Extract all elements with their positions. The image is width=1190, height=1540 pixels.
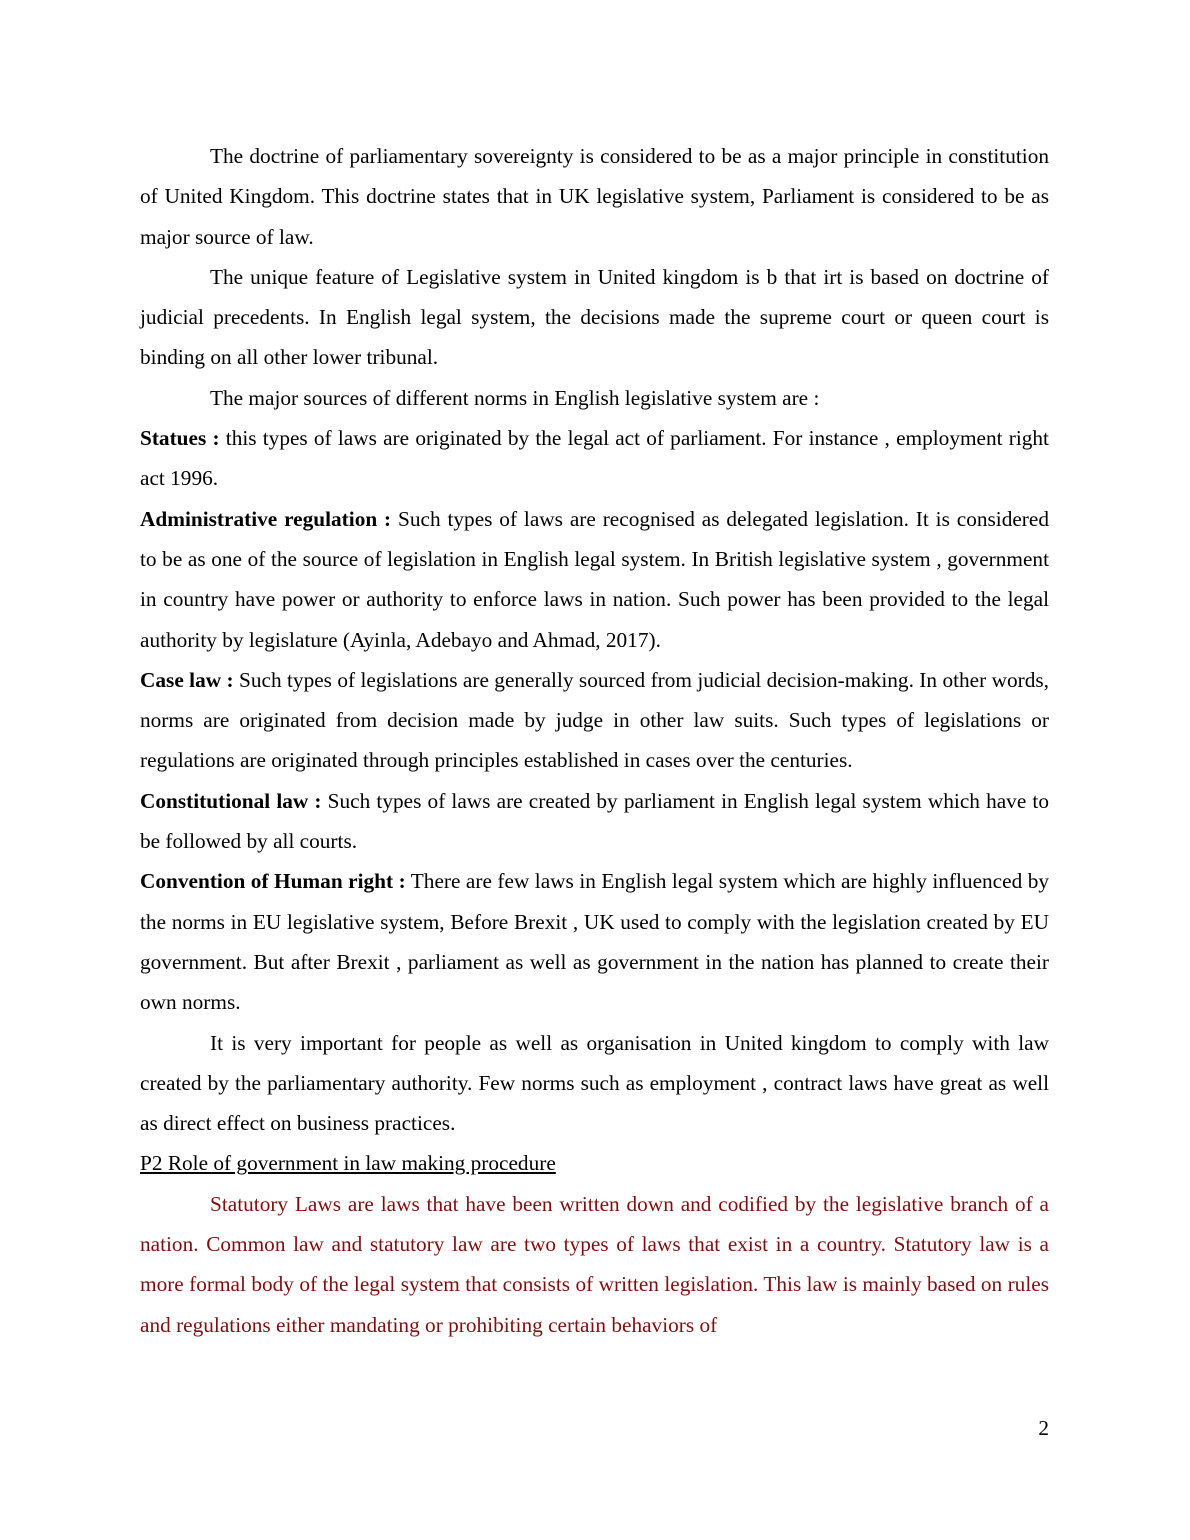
section-heading: P2 Role of government in law making procedure (140, 1151, 556, 1176)
paragraph: The major sources of different norms in English legislative system are : (210, 385, 820, 410)
source-item-convention-human-right: Convention of Human right : There are few laws in English legal system which are highly influenced by the norms in EU legislative system, Before Brexit , UK used to comply with the legislation created by EU government. But after Brexit , parliament as well as government in the nation has planned to create their own norms. (140, 869, 1050, 1015)
section-paragraph: Statutory Laws are laws that have been written down and codified by the legislative branch of a nation. Common law and statutory law are two types of laws that exist in a country. Statutory law is a more formal body of the legal system that consists of written legislation. This law is mainly based on rules and regulations either mandating or prohibiting certain behaviors of (140, 1191, 1049, 1337)
source-item-constitutional-law: Constitutional law : Such types of laws are created by parliament in English legal system which have to be followed by all courts. (140, 788, 1049, 854)
paragraph: The doctrine of parliamentary sovereignty is considered to be as a major principle in constitution of United Kingdom. This doctrine states that in UK legislative system, Parliament is considered to be as major source of law. (140, 144, 1049, 249)
source-item-case-law: Case law : Such types of legislations are generally sourced from judicial decision-making. In other words, norms are originated from decision made by judge in other law suits. Such types of legislations or regulations are originated through principles established in cases over the centuries. (140, 667, 1049, 773)
source-item-statues: Statues : this types of laws are originated by the legal act of parliament. For instance , employment right act 1996. (140, 426, 1049, 491)
term: Administrative regulation : (140, 506, 392, 531)
document-body (140, 136, 1049, 1345)
term: Case law : (140, 667, 234, 692)
paragraph: The unique feature of Legislative system in United kingdom is b that irt is based on doctrine of judicial precedents. In English legal system, the decisions made the supreme court or queen court is binding on all other lower tribunal. (140, 264, 1049, 370)
source-item-administrative-regulation: Administrative regulation : Such types of laws are recognised as delegated legislation. It is considered to be as one of the source of legislation in English legal system. In British legislative system , government in country have power or authority to enforce laws in nation. Such power has been provided to the legal authority by legislature (Ayinla, Adebayo and Ahmad, 2017). (140, 506, 1049, 652)
term: Convention of Human right : (140, 869, 406, 894)
page-number: 2 (1038, 1416, 1049, 1440)
closing-paragraph: It is very important for people as well as organisation in United kingdom to comply with law created by the parliamentary authority. Few norms such as employment , contract laws have great as well as direct effect on business practices. (140, 1030, 1049, 1136)
term: Constitutional law : (140, 788, 322, 813)
term: Statues : (140, 426, 220, 451)
